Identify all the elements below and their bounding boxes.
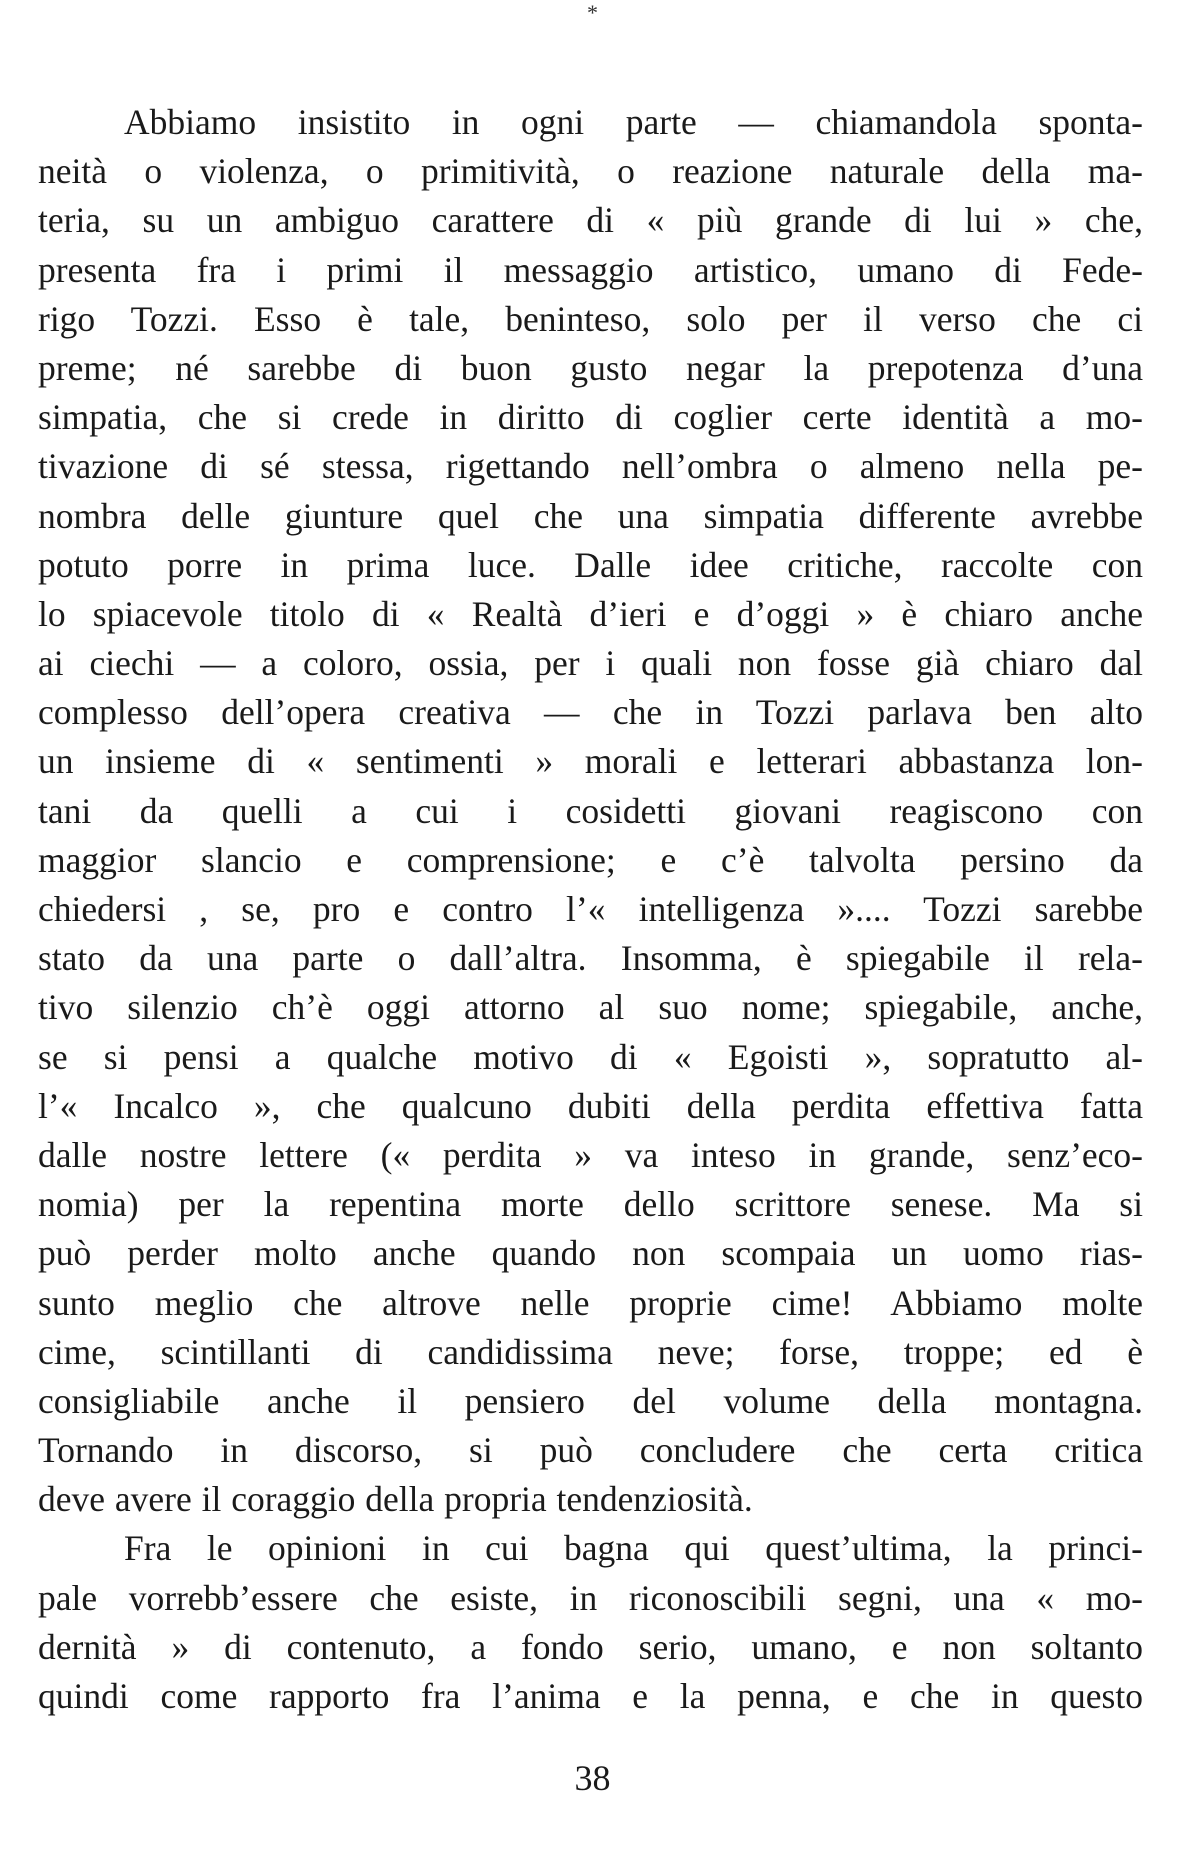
- text-line: l’« Incalco », che qualcuno dubiti della perdita effettiva fatta: [38, 1085, 1143, 1126]
- text-line: dalle nostre lettere (« perdita » va inteso in grande, senz’eco-: [38, 1134, 1143, 1175]
- text-line: se si pensi a qualche motivo di « Egoisti », sopratutto al-: [38, 1036, 1143, 1077]
- text-line: stato da una parte o dall’altra. Insomma, è spiegabile il rela-: [38, 938, 1143, 979]
- text-line: nombra delle giunture quel che una simpatia differente avrebbe: [38, 495, 1143, 536]
- text-line: consigliabile anche il pensiero del volume della montagna.: [38, 1380, 1143, 1421]
- text-line: maggior slancio e comprensione; e c’è talvolta persino da: [38, 839, 1143, 880]
- text-line: ai ciechi — a coloro, ossia, per i quali non fosse già chiaro dal: [38, 643, 1143, 684]
- page-number: 38: [574, 1758, 611, 1798]
- text-line: sunto meglio che altrove nelle proprie cime! Abbiamo molte: [38, 1282, 1143, 1323]
- text-line: tivazione di sé stessa, rigettando nell’ombra o almeno nella pe-: [38, 446, 1143, 487]
- text-line: tani da quelli a cui i cosidetti giovani reagiscono con: [38, 790, 1143, 831]
- text-line: quindi come rapporto fra l’anima e la penna, e che in questo: [38, 1676, 1143, 1716]
- text-line: Abbiamo insistito in ogni parte — chiamandola sponta-: [124, 102, 1143, 142]
- text-line: preme; né sarebbe di buon gusto negar la prepotenza d’una: [38, 347, 1143, 388]
- text-line: potuto porre in prima luce. Dalle idee critiche, raccolte con: [38, 544, 1143, 585]
- text-line: tivo silenzio ch’è oggi attorno al suo nome; spiegabile, anche,: [38, 987, 1143, 1028]
- text-line: neità o violenza, o primitività, o reazione naturale della ma-: [38, 151, 1143, 192]
- header-ornament: *: [587, 0, 598, 25]
- text-line: un insieme di « sentimenti » morali e letterari abbastanza lon-: [38, 741, 1143, 782]
- text-line: Tornando in discorso, si può concludere che certa critica: [38, 1430, 1143, 1471]
- text-line: deve avere il coraggio della propria tendenziosità.: [38, 1479, 753, 1520]
- text-line: rigo Tozzi. Esso è tale, beninteso, solo per il verso che ci: [38, 298, 1143, 339]
- text-line: Fra le opinioni in cui bagna qui quest’ultima, la princi-: [124, 1528, 1143, 1569]
- text-line: chiedersi , se, pro e contro l’« intelligenza ».... Tozzi sarebbe: [38, 889, 1143, 929]
- text-line: teria, su un ambiguo carattere di « più grande di lui » che,: [38, 200, 1143, 241]
- text-line: dernità » di contenuto, a fondo serio, umano, e non soltanto: [38, 1626, 1143, 1667]
- text-line: simpatia, che si crede in diritto di coglier certe identità a mo-: [38, 397, 1143, 438]
- text-line: cime, scintillanti di candidissima neve; forse, troppe; ed è: [38, 1331, 1143, 1372]
- text-line: lo spiacevole titolo di « Realtà d’ieri e d’oggi » è chiaro anche: [38, 593, 1143, 634]
- text-line: può perder molto anche quando non scompaia un uomo rias-: [38, 1233, 1143, 1274]
- text-line: pale vorrebb’essere che esiste, in riconoscibili segni, una « mo-: [38, 1577, 1143, 1618]
- text-line: nomia) per la repentina morte dello scrittore senese. Ma si: [38, 1184, 1143, 1225]
- body-text: [38, 98, 1143, 1721]
- text-line: complesso dell’opera creativa — che in Tozzi parlava ben alto: [38, 692, 1143, 733]
- text-line: presenta fra i primi il messaggio artistico, umano di Fede-: [38, 249, 1143, 290]
